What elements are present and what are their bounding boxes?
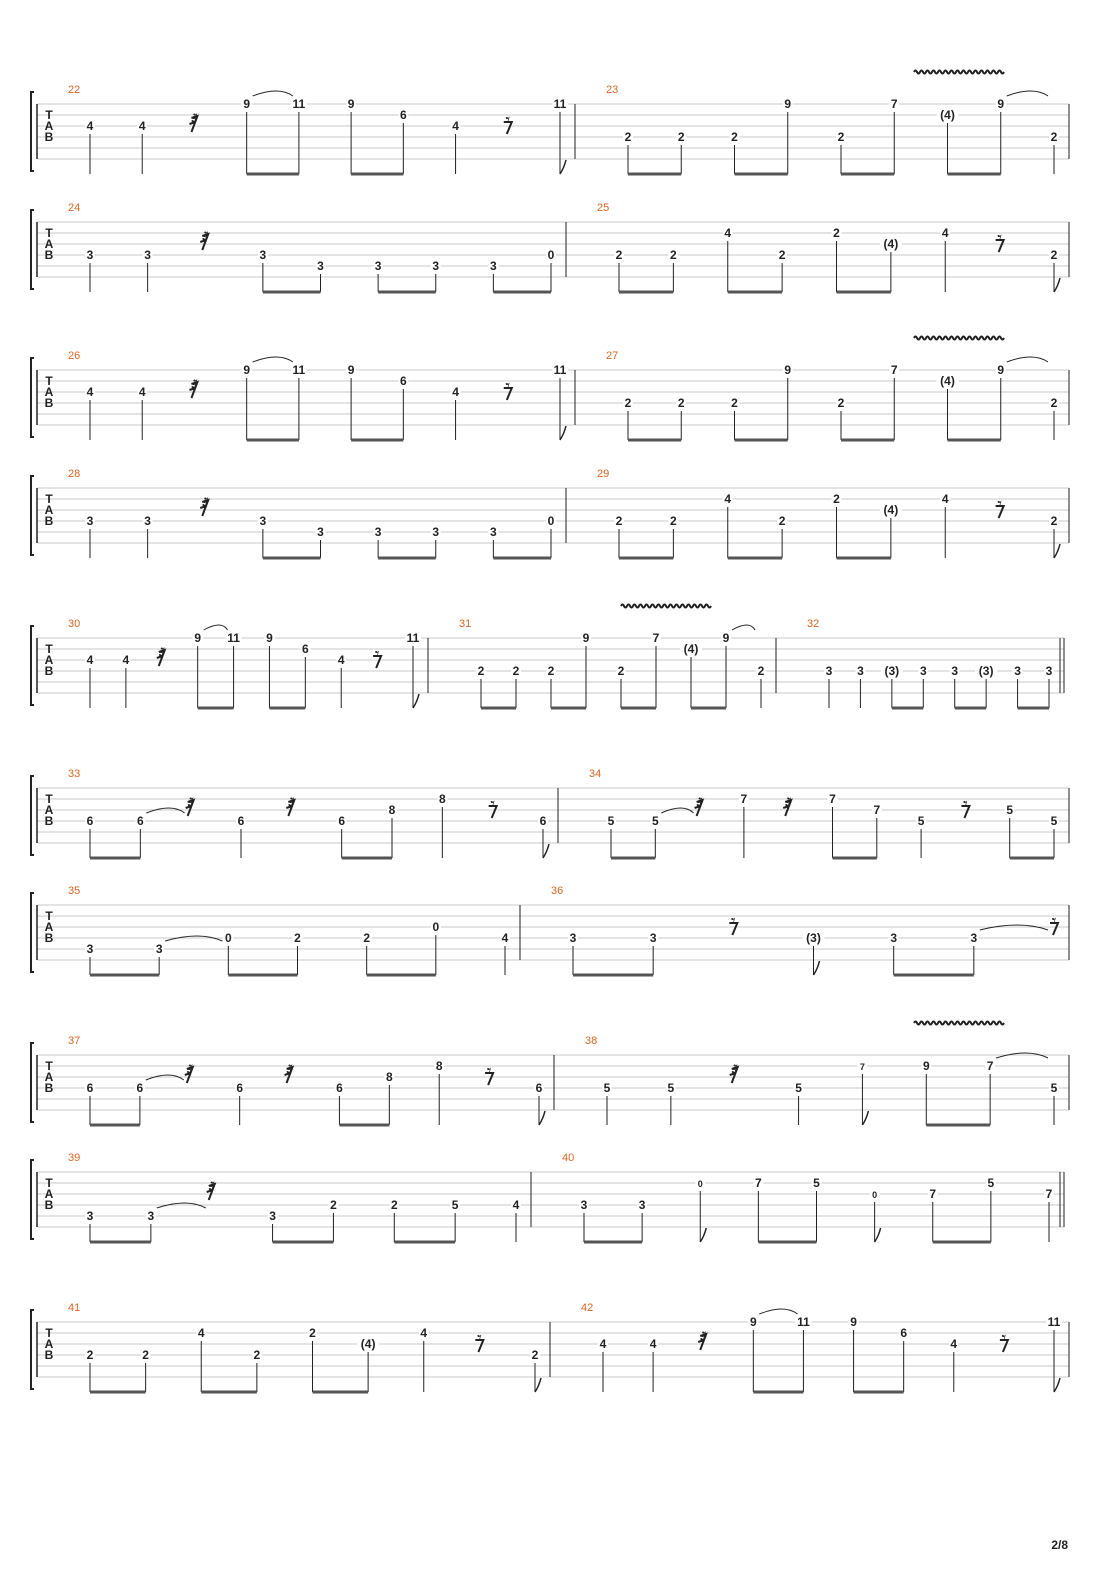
fret-number: 3: [857, 664, 864, 678]
fret-number: 0: [432, 920, 440, 934]
fret-number: 9: [582, 631, 590, 645]
fret-number: 5: [651, 814, 659, 828]
rest-symbol: 𝄾: [374, 644, 380, 665]
fret-number: 2: [837, 130, 845, 144]
fret-number: 11: [1047, 1315, 1061, 1329]
tab-clef-label: B: [44, 130, 54, 144]
fret-number: 3: [269, 1209, 276, 1223]
fret-number: 7: [873, 803, 881, 817]
rest-symbol: 𝅀: [731, 1061, 739, 1082]
fret-number: (3): [978, 664, 994, 678]
fret-number: 6: [237, 814, 245, 828]
fret-number: 0: [697, 1179, 703, 1189]
fret-number: 2: [294, 931, 301, 945]
rest-symbol: 𝅀: [288, 794, 295, 815]
note-flag: [543, 844, 549, 858]
system-bracket: [31, 776, 34, 855]
tab-system: [31, 337, 1069, 441]
measure-number: 37: [68, 1035, 81, 1047]
vibrato-mark: [914, 71, 1004, 74]
fret-number: 3: [259, 514, 267, 528]
tie-arc: [1007, 91, 1048, 96]
measure-number: 30: [68, 618, 81, 630]
fret-number: 2: [142, 1348, 149, 1362]
fret-number: 4: [512, 1198, 520, 1212]
fret-number: 3: [86, 514, 94, 528]
fret-number: 4: [724, 226, 732, 240]
fret-number: 9: [922, 1059, 930, 1073]
tab-clef-label: T: [45, 1059, 53, 1073]
fret-number: 2: [309, 1326, 316, 1340]
fret-number: 9: [997, 97, 1005, 111]
fret-number: 11: [406, 631, 420, 645]
measure-number: 29: [597, 468, 610, 480]
measure-number: 27: [606, 350, 619, 362]
fret-number: 3: [317, 259, 324, 273]
fret-number: 3: [155, 942, 163, 956]
fret-number: 5: [1050, 1081, 1058, 1095]
rest-symbol: 𝄾: [997, 228, 1003, 249]
note-flag: [875, 1228, 881, 1242]
fret-number: 9: [850, 1315, 857, 1329]
fret-number: 2: [624, 130, 632, 144]
fret-number: 4: [950, 1337, 958, 1351]
fret-number: 4: [138, 119, 146, 133]
fret-number: 9: [243, 363, 251, 377]
fret-number: 4: [122, 653, 130, 667]
rest-symbol: 𝅀: [158, 644, 166, 665]
tab-clef-label: B: [44, 396, 54, 410]
fret-number: 3: [144, 248, 151, 262]
fret-number: 3: [919, 664, 927, 678]
fret-number: 7: [755, 1176, 762, 1190]
tie-arc: [253, 91, 293, 96]
fret-number: 8: [388, 803, 396, 817]
fret-number: 2: [363, 931, 371, 945]
fret-number: 6: [236, 1081, 244, 1095]
rest-symbol: 𝅀: [696, 794, 703, 815]
fret-number: 3: [970, 931, 978, 945]
fret-number: 2: [86, 1348, 94, 1362]
fret-number: 3: [1014, 664, 1021, 678]
tab-clef-label: B: [44, 814, 54, 828]
rest-symbol: 𝅀: [187, 794, 194, 815]
tab-clef-label: A: [44, 1070, 54, 1084]
fret-number: 3: [144, 514, 151, 528]
fret-number: 4: [138, 385, 146, 399]
tab-clef-label: A: [44, 385, 54, 399]
tab-clef-label: T: [45, 792, 53, 806]
fret-number: (4): [883, 503, 899, 517]
fret-number: 3: [432, 525, 440, 539]
system-bracket: [31, 1310, 34, 1389]
tab-system: [31, 1302, 1069, 1392]
note-flag: [535, 1378, 541, 1392]
fret-number: 9: [784, 363, 792, 377]
fret-number: 4: [649, 1337, 657, 1351]
rest-symbol: 𝄾: [1001, 1328, 1007, 1349]
fret-number: 4: [724, 492, 732, 506]
measure-number: 26: [68, 350, 81, 362]
tab-clef-label: A: [44, 920, 54, 934]
fret-number: 3: [86, 248, 94, 262]
note-flag: [413, 694, 419, 708]
fret-number: (3): [884, 664, 900, 678]
rest-symbol: 𝄾: [476, 1328, 482, 1349]
fret-number: 3: [490, 259, 497, 273]
fret-number: 3: [147, 1209, 155, 1223]
fret-number: 0: [547, 248, 555, 262]
fret-number: 9: [347, 97, 355, 111]
measure-number: 28: [68, 468, 81, 480]
fret-number: 11: [227, 631, 240, 645]
fret-number: 7: [890, 97, 898, 111]
fret-number: 3: [317, 525, 324, 539]
fret-number: 3: [374, 525, 382, 539]
fret-number: (3): [806, 931, 821, 945]
fret-number: 5: [1006, 803, 1014, 817]
fret-number: 2: [778, 248, 786, 262]
fret-number: 2: [512, 664, 520, 678]
rest-symbol: 𝅀: [699, 1328, 707, 1349]
fret-number: 4: [941, 492, 949, 506]
tab-system: [31, 202, 1069, 292]
fret-number: 11: [553, 363, 567, 377]
rest-symbol: 𝄾: [486, 1061, 492, 1082]
measure-number: 34: [589, 768, 602, 780]
fret-number: 3: [649, 931, 657, 945]
fret-number: 2: [670, 514, 677, 528]
system-bracket: [31, 476, 34, 555]
fret-number: 4: [197, 1326, 205, 1340]
fret-number: 3: [490, 525, 497, 539]
rest-symbol: 𝅀: [201, 494, 209, 515]
tab-clef-label: A: [44, 1337, 54, 1351]
fret-number: 3: [890, 931, 898, 945]
tab-clef-label: T: [45, 1326, 53, 1340]
fret-number: 5: [795, 1081, 802, 1095]
fret-number: 2: [778, 514, 786, 528]
note-flag: [814, 961, 820, 975]
fret-number: (4): [940, 374, 955, 388]
tie-arc: [732, 625, 755, 630]
rest-symbol: 𝅀: [784, 794, 792, 815]
vibrato-mark: [621, 605, 711, 608]
fret-number: 2: [477, 664, 485, 678]
fret-number: 3: [259, 248, 267, 262]
rest-symbol: 𝅀: [191, 376, 198, 397]
note-flag: [560, 426, 566, 440]
fret-number: 4: [337, 653, 345, 667]
fret-number: 4: [86, 653, 94, 667]
measure-number: 38: [585, 1035, 598, 1047]
rest-symbol: 𝄾: [1051, 911, 1057, 932]
tab-system: [31, 468, 1069, 558]
fret-number: 6: [399, 108, 407, 122]
vibrato-mark: [914, 337, 1004, 340]
fret-number: 9: [784, 97, 792, 111]
fret-number: 2: [757, 664, 765, 678]
fret-number: 6: [535, 1081, 543, 1095]
tab-clef-label: A: [44, 503, 54, 517]
fret-number: 5: [987, 1176, 995, 1190]
fret-number: 3: [1045, 664, 1053, 678]
tab-system: [31, 1152, 1064, 1242]
fret-number: 5: [451, 1198, 459, 1212]
measure-number: 35: [68, 885, 81, 897]
tab-clef-label: T: [45, 108, 53, 122]
rest-symbol: 𝅀: [191, 110, 198, 131]
tab-clef-label: A: [44, 653, 54, 667]
tie-arc: [759, 1309, 797, 1314]
fret-number: 7: [859, 1062, 865, 1072]
fret-number: 11: [292, 363, 306, 377]
measure-number: 40: [562, 1152, 575, 1164]
fret-number: 5: [603, 1081, 611, 1095]
fret-number: (4): [683, 642, 699, 656]
fret-number: 5: [1050, 814, 1058, 828]
measure-number: 33: [68, 768, 81, 780]
fret-number: 0: [224, 931, 232, 945]
fret-number: 2: [677, 396, 685, 410]
tab-clef-label: T: [45, 492, 53, 506]
fret-number: 6: [301, 642, 309, 656]
fret-number: 6: [539, 814, 547, 828]
measure-number: 24: [68, 202, 81, 214]
rest-symbol: 𝄾: [505, 110, 511, 131]
fret-number: 6: [86, 814, 94, 828]
system-bracket: [31, 893, 34, 972]
fret-number: 5: [813, 1176, 820, 1190]
fret-number: 3: [951, 664, 959, 678]
tab-clef-label: B: [44, 248, 54, 262]
fret-number: 2: [615, 248, 623, 262]
rest-symbol: 𝅀: [201, 228, 209, 249]
fret-number: 2: [1050, 130, 1058, 144]
tab-clef-label: T: [45, 909, 53, 923]
tab-clef-label: B: [44, 514, 54, 528]
measure-number: 36: [551, 885, 564, 897]
tab-system: [31, 768, 1069, 858]
measure-number: 41: [68, 1302, 81, 1314]
fret-number: 4: [941, 226, 949, 240]
fret-number: 2: [670, 248, 677, 262]
fret-number: 7: [829, 792, 836, 806]
fret-number: 11: [292, 97, 306, 111]
fret-number: 2: [624, 396, 632, 410]
note-flag: [539, 1111, 545, 1125]
measure-number: 25: [597, 202, 610, 214]
rest-symbol: 𝅀: [208, 1178, 216, 1199]
fret-number: 3: [86, 942, 94, 956]
measure-number: 42: [581, 1302, 594, 1314]
tab-clef-label: A: [44, 803, 54, 817]
fret-number: 2: [833, 226, 840, 240]
fret-number: 8: [385, 1070, 393, 1084]
fret-number: 4: [501, 931, 509, 945]
tab-clef-label: B: [44, 1198, 54, 1212]
note-flag: [700, 1228, 706, 1242]
note-flag: [1054, 278, 1060, 292]
page-number: 2/8: [1051, 1538, 1068, 1552]
fret-number: 9: [194, 631, 202, 645]
system-bracket: [31, 626, 34, 705]
fret-number: 2: [833, 492, 840, 506]
tab-clef-label: T: [45, 374, 53, 388]
vibrato-mark: [914, 1022, 1004, 1025]
fret-number: 6: [136, 814, 144, 828]
tab-system: [31, 605, 1064, 709]
fret-number: 9: [266, 631, 273, 645]
tab-clef-label: T: [45, 642, 53, 656]
fret-number: 4: [452, 385, 459, 399]
measure-number: 22: [68, 84, 81, 96]
measure-number: 39: [68, 1152, 81, 1164]
tie-arc: [253, 357, 293, 362]
tab-clef-label: A: [44, 237, 54, 251]
fret-number: 8: [435, 1059, 443, 1073]
fret-number: 8: [438, 792, 446, 806]
fret-number: 4: [599, 1337, 607, 1351]
fret-number: 2: [731, 396, 738, 410]
fret-number: 3: [432, 259, 440, 273]
fret-number: 2: [677, 130, 685, 144]
fret-number: 5: [667, 1081, 675, 1095]
note-flag: [560, 160, 566, 174]
fret-number: 3: [638, 1198, 646, 1212]
tab-system: [31, 885, 1069, 975]
note-flag: [862, 1111, 868, 1125]
system-bracket: [31, 210, 34, 289]
tab-clef-label: B: [44, 931, 54, 945]
measure-number: 31: [459, 618, 472, 630]
fret-number: 2: [615, 514, 623, 528]
fret-number: 6: [338, 814, 346, 828]
fret-number: 3: [580, 1198, 588, 1212]
fret-number: 3: [86, 1209, 94, 1223]
fret-number: 6: [336, 1081, 343, 1095]
tie-arc: [1007, 357, 1048, 362]
fret-number: 0: [872, 1190, 878, 1200]
rest-symbol: 𝄾: [730, 911, 736, 932]
fret-number: 5: [607, 814, 615, 828]
fret-number: 2: [617, 664, 625, 678]
system-bracket: [31, 358, 34, 437]
system-bracket: [31, 1043, 34, 1122]
fret-number: 5: [917, 814, 925, 828]
fret-number: 9: [722, 631, 730, 645]
fret-number: 6: [86, 1081, 94, 1095]
fret-number: 3: [374, 259, 382, 273]
fret-number: 7: [890, 363, 898, 377]
rest-symbol: 𝄾: [997, 494, 1003, 515]
fret-number: 2: [1050, 248, 1058, 262]
fret-number: 7: [652, 631, 660, 645]
fret-number: 2: [1050, 514, 1058, 528]
fret-number: 0: [547, 514, 555, 528]
note-flag: [1054, 544, 1060, 558]
fret-number: 2: [531, 1348, 539, 1362]
fret-number: 6: [399, 374, 407, 388]
tab-clef-label: B: [44, 664, 54, 678]
fret-number: 3: [825, 664, 833, 678]
measure-number: 23: [606, 84, 619, 96]
tab-clef-label: A: [44, 1187, 54, 1201]
tab-clef-label: T: [45, 1176, 53, 1190]
tab-clef-label: B: [44, 1348, 54, 1362]
rest-symbol: 𝄾: [505, 376, 511, 397]
fret-number: 6: [136, 1081, 144, 1095]
tab-clef-label: B: [44, 1081, 54, 1095]
measure-number: 32: [807, 618, 820, 630]
tie-arc: [204, 625, 228, 630]
fret-number: 9: [749, 1315, 757, 1329]
fret-number: 9: [243, 97, 251, 111]
fret-number: 9: [997, 363, 1005, 377]
fret-number: 2: [253, 1348, 261, 1362]
fret-number: 7: [1045, 1187, 1053, 1201]
fret-number: 9: [347, 363, 355, 377]
rest-symbol: 𝅀: [286, 1061, 293, 1082]
tab-clef-label: A: [44, 119, 54, 133]
fret-number: 4: [86, 385, 94, 399]
tab-clef-label: T: [45, 226, 53, 240]
system-bracket: [31, 92, 34, 171]
fret-number: 4: [452, 119, 459, 133]
note-flag: [1054, 1378, 1060, 1392]
fret-number: 3: [569, 931, 577, 945]
fret-number: 2: [330, 1198, 337, 1212]
fret-number: 2: [390, 1198, 398, 1212]
fret-number: 6: [900, 1326, 908, 1340]
rest-symbol: 𝅀: [186, 1061, 194, 1082]
fret-number: 11: [797, 1315, 810, 1329]
fret-number: 4: [420, 1326, 428, 1340]
fret-number: 4: [86, 119, 94, 133]
fret-number: 7: [929, 1187, 937, 1201]
fret-number: (4): [940, 108, 955, 122]
tab-system: [31, 71, 1069, 175]
fret-number: 2: [731, 130, 738, 144]
fret-number: (4): [883, 237, 899, 251]
fret-number: 7: [740, 792, 748, 806]
fret-number: 11: [553, 97, 567, 111]
rest-symbol: 𝄾: [963, 794, 968, 815]
fret-number: 2: [837, 396, 845, 410]
rest-symbol: 𝄾: [490, 794, 496, 815]
fret-number: (4): [360, 1337, 376, 1351]
fret-number: 7: [986, 1059, 994, 1073]
fret-number: 2: [1050, 396, 1058, 410]
tab-system: [31, 1022, 1069, 1126]
system-bracket: [31, 1160, 34, 1239]
fret-number: 2: [547, 664, 555, 678]
